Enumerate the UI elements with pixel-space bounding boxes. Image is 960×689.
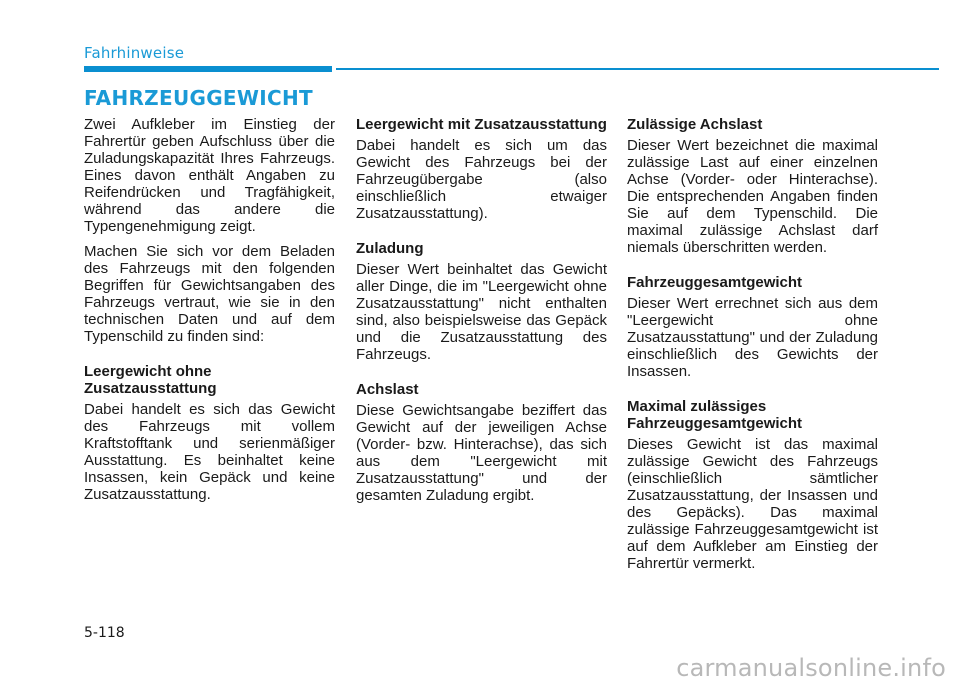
subheading: Zuladung [356,240,424,257]
paragraph: Dieser Wert errechnet sich aus dem "Leergewicht ohne Zusatzausstattung" und der Zuladung einschließlich des Gewichts der Insassen. [627,295,878,380]
subheading: Leergewicht ohne Zusatzausstattung [84,363,217,397]
watermark: carmanualsonline.info [676,654,946,682]
paragraph: Machen Sie sich vor dem Beladen des Fahrzeugs mit den folgenden Begriffen für Gewichtsangaben des Fahrzeugs vertraut, wie sie in den technischen Daten und auf dem Typenschild zu finden sind: [84,243,335,345]
paragraph: Dieser Wert beinhaltet das Gewicht aller Dinge, die im "Leergewicht ohne Zusatzausstattung" nicht enthalten sind, also beispielsweise das Gepäck und die Zusatzausstattung des Fahrzeugs. [356,261,607,363]
page-number: 5-118 [84,625,125,641]
paragraph: Diese Gewichtsangabe beziffert das Gewicht auf der jeweiligen Achse (Vorder- bzw. Hinterachse), das sich aus dem "Leergewicht mit Zusatzausstattung" und der gesamten Zuladung ergibt. [356,402,607,504]
header-rule-thick [84,66,332,72]
subheading: Zulässige Achslast [627,116,763,133]
paragraph: Dabei handelt es sich das Gewicht des Fahrzeugs mit vollem Kraftstofftank und serienmäßiger Ausstattung. Es beinhaltet keine Insassen, kein Gepäck und keine Zusatzausstattung. [84,401,335,503]
paragraph: Zwei Aufkleber im Einstieg der Fahrertür geben Aufschluss über die Zuladungskapazität Ihres Fahrzeugs. Eines davon enthält Angaben zu Reifendrücken und Tragfähigkeit, während das andere die Typengenehmigung zeigt. [84,116,335,235]
page-title: FAHRZEUGGEWICHT [84,86,313,110]
subheading: Achslast [356,381,419,398]
text-column-2 [356,116,607,512]
subheading: Maximal zulässiges Fahrzeuggesamtgewicht [627,398,803,432]
section-label: Fahrhinweise [84,44,185,62]
header-rule-thin [336,68,939,70]
paragraph: Dieses Gewicht ist das maximal zulässige Gewicht des Fahrzeugs (einschließlich sämtlicher Zusatzausstattung, der Insassen und des Gepäcks). Das maximal zulässige Fahrzeuggesamtgewicht ist auf dem Aufkleber am Einstieg der Fahrertür vermerkt. [627,436,878,572]
text-column-1 [84,116,335,511]
subheading: Fahrzeuggesamtgewicht [627,274,803,291]
paragraph: Dabei handelt es sich um das Gewicht des Fahrzeugs bei der Fahrzeugübergabe (also einschließlich etwaiger Zusatzausstattung). [356,137,607,222]
text-column-3 [627,116,878,580]
subheading: Leergewicht mit Zusatzausstattung [356,116,607,133]
paragraph: Dieser Wert bezeichnet die maximal zulässige Last auf einer einzelnen Achse (Vorder- oder Hinterachse). Die entsprechenden Angaben finden Sie auf dem Typenschild. Die maximal zulässige Achslast darf niemals überschritten werden. [627,137,878,256]
